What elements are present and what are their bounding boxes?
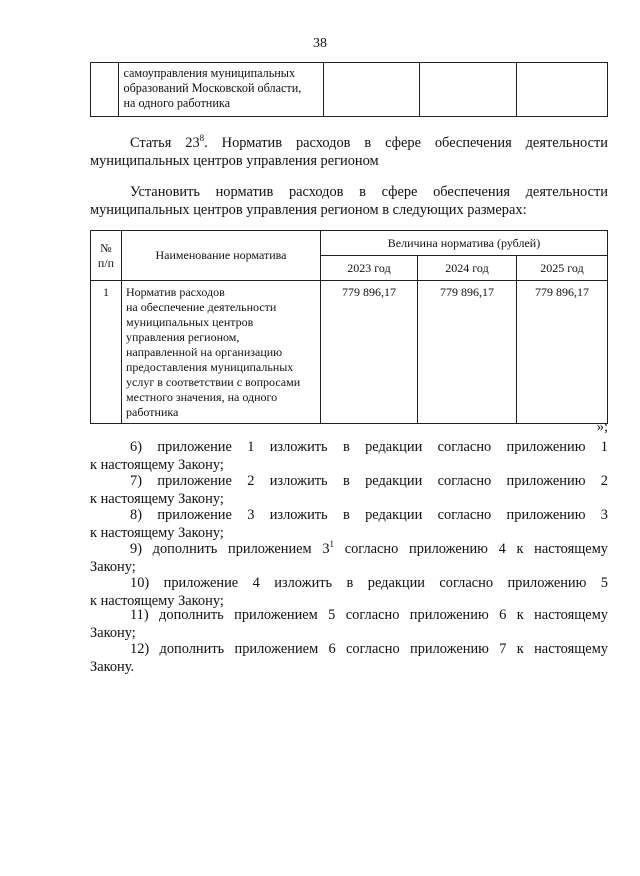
item-line2: Закону; <box>90 559 136 575</box>
list-item <box>90 574 608 610</box>
table-cell <box>419 63 516 117</box>
item-line2: к настоящему Закону; <box>90 457 224 473</box>
table-cell <box>324 63 419 117</box>
item-line2: к настоящему Закону; <box>90 491 224 507</box>
name-line: на обеспечение деятельности <box>126 300 277 314</box>
name-line: направленной на организацию <box>126 345 283 359</box>
continued-table <box>90 62 608 117</box>
intro-line2: муниципальных центров управления регионом в следующих размерах: <box>90 202 527 218</box>
intro-line1: Установить норматив расходов в сфере обеспечения деятельности <box>130 184 608 200</box>
cell-line: образований Московской области, <box>123 81 302 95</box>
list-item <box>90 438 608 474</box>
name-line: услуг в соответствии с вопросами <box>126 375 301 389</box>
article-title-rest: . Норматив расходов в сфере обеспечения деятельности <box>204 135 608 151</box>
item-sup: 1 <box>329 539 335 550</box>
item-line2: Закону; <box>90 625 136 641</box>
value-2023: 779 896,17 <box>321 281 418 424</box>
table-cell <box>119 63 324 117</box>
col-header-year: 2025 год <box>517 256 608 281</box>
list-item <box>90 540 608 576</box>
value-2024: 779 896,17 <box>418 281 517 424</box>
col-header-group: Величина норматива (рублей) <box>321 231 608 256</box>
name-line: Норматив расходов <box>126 285 225 299</box>
cell-line: самоуправления муниципальных <box>123 66 296 80</box>
item-line1: 7) приложение 2 изложить в редакции согласно приложению 2 <box>130 473 608 489</box>
item-line1 <box>90 540 608 558</box>
list-item <box>90 640 608 676</box>
intro-paragraph <box>90 183 608 219</box>
col-header-year: 2023 год <box>321 256 418 281</box>
norm-table <box>90 230 608 424</box>
closing-quote: »; <box>596 419 608 435</box>
name-line: работника <box>126 405 179 419</box>
list-item <box>90 506 608 542</box>
article-title-sup: 8 <box>199 133 205 144</box>
table-header-row <box>91 231 608 256</box>
article-heading-line2: муниципальных центров управления регионом <box>90 153 379 169</box>
item-line2: к настоящему Закону; <box>90 593 224 609</box>
list-item <box>90 606 608 642</box>
item-line1: 10) приложение 4 изложить в редакции согласно приложению 5 <box>130 575 608 591</box>
article-heading-line1 <box>90 134 608 152</box>
item-text: 9) дополнить приложением 3 <box>130 541 330 557</box>
col-header-num: № п/п <box>91 231 122 281</box>
col-header-year: 2024 год <box>418 256 517 281</box>
cell-line: на одного работника <box>123 96 230 110</box>
table-cell <box>516 63 607 117</box>
article-title-prefix: Статья 23 <box>130 135 200 151</box>
table-row <box>91 281 608 424</box>
list-item <box>90 472 608 508</box>
row-num: 1 <box>91 281 122 424</box>
item-line1: 11) дополнить приложением 5 согласно приложению 6 к настоящему <box>130 607 608 623</box>
item-line2: к настоящему Закону; <box>90 525 224 541</box>
name-line: муниципальных центров <box>126 315 254 329</box>
article-heading <box>90 134 608 170</box>
name-line: местного значения, на одного <box>126 390 278 404</box>
item-line1: 6) приложение 1 изложить в редакции согласно приложению 1 <box>130 439 608 455</box>
name-line: предоставления муниципальных <box>126 360 294 374</box>
page-number: 38 <box>313 36 327 51</box>
table-cell <box>91 63 119 117</box>
item-line1: 12) дополнить приложением 6 согласно приложению 7 к настоящему <box>130 641 608 657</box>
col-header-name: Наименование норматива <box>122 231 321 281</box>
row-name <box>122 281 321 424</box>
name-line: управления регионом, <box>126 330 240 344</box>
item-line2: Закону. <box>90 659 135 675</box>
item-line1: 8) приложение 3 изложить в редакции согласно приложению 3 <box>130 507 608 523</box>
value-2025: 779 896,17 <box>517 281 608 424</box>
item-text: согласно приложению 4 к настоящему <box>334 541 608 557</box>
table-row <box>91 63 608 117</box>
